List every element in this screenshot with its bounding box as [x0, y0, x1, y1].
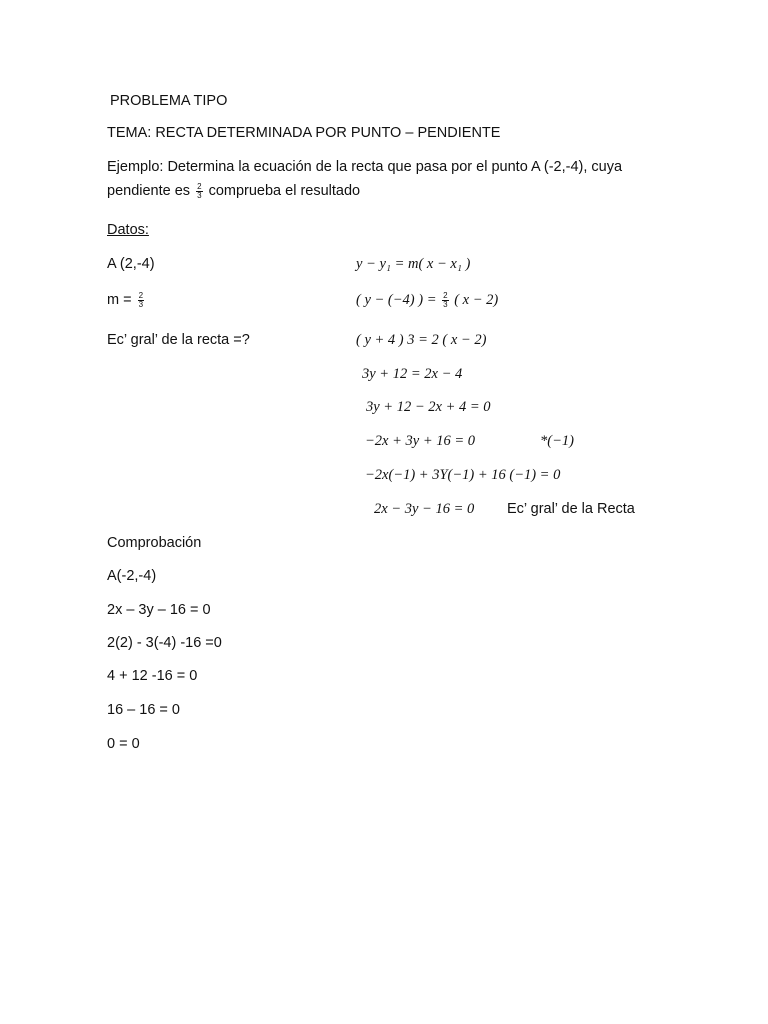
- example-line-2: [107, 182, 360, 200]
- verification-line: 4 + 12 -16 = 0: [107, 668, 198, 684]
- step-simplified: −2x + 3y + 16 = 0: [365, 433, 476, 449]
- step-fraction-numerator: 2: [443, 291, 448, 301]
- step-expand: 3y + 12 = 2x − 4: [362, 366, 463, 382]
- data-slope-fraction: [138, 292, 144, 309]
- slope-numerator: 2: [197, 181, 202, 191]
- step-sign-change: −2x(−1) + 3Y(−1) + 16 (−1) = 0: [365, 467, 561, 483]
- example-text-before: pendiente es: [107, 183, 191, 199]
- slope-denominator: 3: [197, 190, 202, 200]
- verification-line: A(-2,-4): [107, 568, 157, 584]
- verification-line: 0 = 0: [107, 736, 140, 752]
- data-heading: Datos:: [107, 222, 149, 238]
- page-title: PROBLEMA TIPO: [110, 93, 228, 109]
- step-rearrange: 3y + 12 − 2x + 4 = 0: [366, 399, 491, 415]
- step-point-slope-formula: y − y₁ = m( x − x₁ ): [356, 256, 471, 272]
- verification-line: 2(2) - 3(-4) -16 =0: [107, 635, 222, 651]
- verification-heading: Comprobación: [107, 535, 202, 551]
- data-slope: [107, 291, 146, 309]
- step-multiply: ( y + 4 ) 3 = 2 ( x − 2): [356, 332, 487, 348]
- slope-fraction: [196, 183, 202, 200]
- step-substitution: [356, 291, 498, 309]
- data-point: A (2,-4): [107, 256, 155, 272]
- verification-line: 16 – 16 = 0: [107, 702, 180, 718]
- step-substitution-left: ( y − (−4) ) =: [356, 292, 437, 308]
- verification-line: 2x – 3y – 16 = 0: [107, 602, 211, 618]
- general-equation-prompt: Ec’ gral’ de la recta =?: [107, 332, 250, 348]
- example-line-1: Ejemplo: Determina la ecuación de la recta que pasa por el punto A (-2,-4), cuya: [107, 159, 623, 175]
- slope-label: m =: [107, 292, 132, 308]
- step-substitution-fraction: [442, 292, 448, 309]
- data-slope-numerator: 2: [138, 290, 144, 300]
- step-substitution-right: ( x − 2): [454, 292, 499, 308]
- step-multiply-note: *(−1): [540, 433, 574, 449]
- example-text-after: comprueba el resultado: [208, 183, 361, 199]
- data-slope-denominator: 3: [138, 299, 144, 309]
- step-final-equation: 2x − 3y − 16 = 0: [374, 501, 475, 517]
- final-equation-label: Ec’ gral’ de la Recta: [507, 501, 635, 517]
- step-fraction-denominator: 3: [443, 300, 448, 310]
- topic-line: TEMA: RECTA DETERMINADA POR PUNTO – PENDIENTE: [107, 125, 501, 141]
